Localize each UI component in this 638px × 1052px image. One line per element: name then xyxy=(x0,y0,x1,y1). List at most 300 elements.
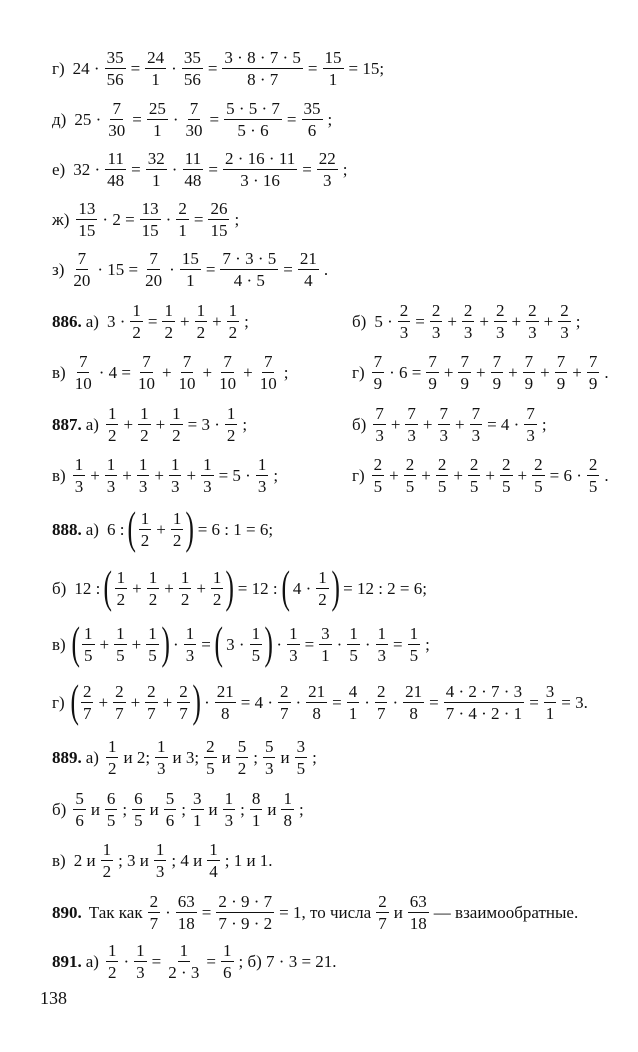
parenthesis: ( xyxy=(280,561,290,612)
fraction-denominator: 5 xyxy=(349,646,358,666)
fraction-denominator: 2 xyxy=(107,963,117,982)
fraction xyxy=(558,302,571,341)
fraction xyxy=(106,100,127,139)
fraction xyxy=(295,738,308,777)
math-text: + xyxy=(572,363,582,382)
fraction-denominator: 9 xyxy=(492,374,502,393)
fraction xyxy=(376,893,389,932)
math-text: ; xyxy=(273,466,279,485)
fraction xyxy=(408,893,429,932)
math-text: = xyxy=(193,210,204,229)
math-text: ; xyxy=(342,160,348,179)
fraction-denominator: 1 xyxy=(178,221,187,240)
fraction-numerator: 7 xyxy=(189,99,199,118)
fraction-denominator: 3 xyxy=(463,323,473,342)
fraction-numerator: 7 xyxy=(112,99,121,118)
fraction-denominator: 6 xyxy=(75,811,84,830)
fraction xyxy=(587,456,600,495)
fraction-denominator: 6 xyxy=(307,121,317,140)
fraction-denominator: 8 xyxy=(312,704,321,724)
fraction-numerator: 5 · 5 · 7 xyxy=(226,99,280,118)
fraction-numerator: 35 xyxy=(106,48,124,67)
fraction-numerator: 7 xyxy=(407,404,416,423)
math-text: = xyxy=(201,635,211,655)
fraction xyxy=(139,510,152,549)
math-text: = xyxy=(393,635,403,655)
fraction-denominator: 3 xyxy=(560,323,569,342)
fraction-numerator: 2 xyxy=(399,301,409,320)
fraction-denominator: 3 xyxy=(136,963,145,982)
fraction-numerator: 1 xyxy=(179,941,189,960)
fraction-numerator: 1 xyxy=(140,404,149,423)
fraction xyxy=(182,150,203,189)
fraction xyxy=(494,302,507,341)
math-text: + xyxy=(123,415,134,434)
fraction-denominator: 5 xyxy=(206,759,215,778)
fraction xyxy=(375,683,388,722)
equation-line xyxy=(52,200,242,239)
fraction-denominator: 3 xyxy=(377,646,386,666)
fraction xyxy=(526,302,539,341)
math-text: ; xyxy=(425,635,430,655)
equation-line xyxy=(52,49,387,88)
fraction-denominator: 2 xyxy=(180,590,190,610)
math-text: + xyxy=(511,312,522,331)
equation-line xyxy=(52,738,320,777)
item-label: в) xyxy=(52,851,66,870)
math-text: = 3 · xyxy=(187,415,220,434)
fraction xyxy=(136,353,157,392)
parenthesis: ) xyxy=(331,561,340,612)
fraction xyxy=(500,456,513,495)
fraction-denominator: 5 xyxy=(116,646,125,666)
fraction-numerator: 2 xyxy=(502,455,511,474)
math-text: ; xyxy=(122,800,128,819)
fraction-numerator: 11 xyxy=(184,149,202,168)
equation-line xyxy=(52,250,331,289)
math-text: = xyxy=(205,260,216,279)
fraction-denominator: 3 xyxy=(257,477,267,496)
fraction-denominator: 5 xyxy=(405,477,415,496)
fraction xyxy=(138,405,151,444)
fraction-numerator: 1 xyxy=(257,455,267,474)
fraction-denominator: 3 xyxy=(224,811,234,830)
math-text: + xyxy=(543,312,554,331)
fraction xyxy=(106,405,119,444)
fraction-denominator: 5 xyxy=(148,646,157,666)
fraction xyxy=(147,569,160,608)
fraction-numerator: 7 xyxy=(149,249,158,268)
fraction xyxy=(177,353,198,392)
equation-line xyxy=(52,617,433,668)
fraction xyxy=(458,353,471,392)
math-text: + xyxy=(447,312,457,331)
fraction-denominator: 6 xyxy=(165,811,175,830)
math-text: + xyxy=(422,415,433,434)
item-label: б) xyxy=(52,579,67,599)
math-text: = 12 : 2 = 6; xyxy=(343,579,427,599)
math-text: = xyxy=(209,110,220,129)
parenthesis: ) xyxy=(185,502,195,553)
fraction-numerator: 15 xyxy=(324,48,342,67)
fraction xyxy=(258,353,279,392)
fraction xyxy=(171,510,184,549)
fraction-denominator: 18 xyxy=(409,914,427,933)
fraction-numerator: 7 xyxy=(492,352,502,371)
fraction-numerator: 1 xyxy=(289,624,298,644)
fraction-denominator: 3 xyxy=(528,323,537,342)
fraction-numerator: 1 xyxy=(170,455,180,474)
parenthesis: ) xyxy=(161,617,170,668)
fraction xyxy=(222,49,302,88)
fraction xyxy=(298,250,319,289)
fraction xyxy=(106,942,119,981)
math-text: + xyxy=(389,466,399,485)
fraction-denominator: 30 xyxy=(108,121,126,140)
equation-line xyxy=(352,353,612,392)
fraction-denominator: 1 xyxy=(186,271,195,290)
equation-line xyxy=(52,100,335,139)
fraction-numerator: 22 xyxy=(318,149,336,168)
fraction-denominator: 5 xyxy=(534,477,543,496)
math-text: и xyxy=(149,800,159,819)
fraction-numerator: 1 xyxy=(157,737,166,756)
fraction xyxy=(523,353,536,392)
fraction xyxy=(236,738,249,777)
math-text: = xyxy=(147,312,158,331)
fraction-denominator: 9 xyxy=(588,374,598,393)
fraction xyxy=(105,790,118,829)
math-text: · xyxy=(364,693,370,713)
fraction xyxy=(306,683,327,722)
fraction-numerator: 3 xyxy=(321,624,330,644)
math-text: . xyxy=(604,363,609,382)
math-text: + xyxy=(164,579,174,599)
fraction-denominator: 3 xyxy=(155,862,165,881)
fraction-denominator: 1 xyxy=(193,811,202,830)
fraction xyxy=(323,49,344,88)
math-text: + xyxy=(131,635,142,655)
fraction-denominator: 2 · 3 xyxy=(168,963,200,982)
fraction xyxy=(426,353,439,392)
parenthesis: ) xyxy=(264,617,273,668)
math-text: и xyxy=(393,903,403,922)
math-text: 32 · xyxy=(73,160,101,179)
exercise-number: 888. xyxy=(52,520,82,540)
fraction-numerator: 7 xyxy=(78,352,88,371)
fraction-denominator: 3 xyxy=(157,759,166,778)
fraction-numerator: 1 xyxy=(224,789,234,808)
math-text: ; 4 и xyxy=(171,851,203,870)
fraction-denominator: 15 xyxy=(141,221,159,240)
fraction xyxy=(155,738,168,777)
item-label: в) xyxy=(52,363,66,382)
math-text: + xyxy=(90,466,100,485)
math-text: · xyxy=(165,903,171,922)
math-text: и xyxy=(280,748,290,767)
fraction-denominator: 15 xyxy=(78,221,96,240)
math-text: ; 3 и xyxy=(118,851,149,870)
fraction xyxy=(587,353,600,392)
item-label: б) xyxy=(352,312,367,331)
fraction xyxy=(115,569,128,608)
fraction-denominator: 10 xyxy=(219,374,237,393)
fraction-denominator: 2 xyxy=(318,590,327,610)
math-text: ; xyxy=(181,800,186,819)
fraction-denominator: 2 xyxy=(212,590,222,610)
fraction-denominator: 9 xyxy=(428,374,437,393)
fraction-numerator: 2 xyxy=(431,301,441,320)
parenthesis: ( xyxy=(127,502,137,553)
math-text: = xyxy=(283,260,293,279)
math-text: + xyxy=(479,312,490,331)
fraction-denominator: 3 · 16 xyxy=(240,171,280,190)
fraction xyxy=(177,683,190,722)
fraction xyxy=(224,100,282,139)
math-text: + xyxy=(508,363,518,382)
math-text: = xyxy=(206,952,216,971)
math-text: + xyxy=(156,520,166,540)
fraction xyxy=(162,302,175,341)
fraction-denominator: 20 xyxy=(145,271,163,290)
fraction-denominator: 7 xyxy=(82,704,92,724)
math-text: 12 : xyxy=(74,579,101,599)
math-text: · xyxy=(392,693,399,713)
fraction-denominator: 20 xyxy=(73,271,91,290)
fraction xyxy=(444,683,524,722)
exercise-number: 887. xyxy=(52,415,82,434)
fraction-denominator: 2 xyxy=(107,426,117,445)
fraction-denominator: 7 · 9 · 2 xyxy=(218,914,273,933)
fraction-numerator: 3 xyxy=(545,682,555,702)
equation-line xyxy=(52,405,250,444)
math-text: ; xyxy=(541,415,547,434)
math-text: ; xyxy=(575,312,581,331)
math-text: + xyxy=(475,363,486,382)
fraction-numerator: 5 xyxy=(237,737,247,756)
fraction xyxy=(302,100,323,139)
fraction xyxy=(184,625,197,664)
fraction xyxy=(372,353,385,392)
fraction-numerator: 63 xyxy=(409,892,427,911)
fraction-numerator: 4 xyxy=(348,682,358,702)
equation-line xyxy=(52,790,307,829)
fraction-denominator: 1 xyxy=(348,704,358,724)
math-text: = xyxy=(131,160,141,179)
item-label: а) xyxy=(85,748,99,767)
fraction xyxy=(166,942,201,981)
fraction-denominator: 1 xyxy=(251,811,261,830)
fraction-numerator: 1 xyxy=(251,624,261,644)
exercise-number: 886. xyxy=(52,312,82,331)
fraction xyxy=(398,302,411,341)
fraction-numerator: 7 · 3 · 5 xyxy=(222,249,277,268)
fraction xyxy=(101,841,114,880)
fraction-numerator: 7 xyxy=(428,352,437,371)
fraction-denominator: 5 xyxy=(588,477,598,496)
math-text: + xyxy=(99,635,110,655)
fraction-numerator: 1 xyxy=(318,568,327,588)
fraction xyxy=(491,353,504,392)
fraction-denominator: 3 xyxy=(170,477,180,496)
fraction-denominator: 3 xyxy=(407,426,416,445)
fraction-denominator: 2 xyxy=(116,590,126,610)
fraction-numerator: 2 xyxy=(405,455,415,474)
fraction xyxy=(143,250,164,289)
math-text: ; xyxy=(234,210,240,229)
fraction-denominator: 9 xyxy=(460,374,469,393)
fraction-denominator: 9 xyxy=(373,374,383,393)
fraction-denominator: 3 xyxy=(439,426,448,445)
fraction-numerator: 13 xyxy=(78,199,96,218)
fraction xyxy=(176,893,197,932)
fraction xyxy=(347,625,360,664)
fraction-denominator: 10 xyxy=(259,374,277,393)
fraction-denominator: 48 xyxy=(107,171,125,190)
fraction-numerator: 21 xyxy=(405,682,423,702)
fraction-numerator: 1 xyxy=(106,455,116,474)
fraction xyxy=(208,200,229,239)
fraction-denominator: 10 xyxy=(178,374,196,393)
fraction-numerator: 7 xyxy=(77,249,87,268)
fraction-denominator: 10 xyxy=(74,374,92,393)
fraction-denominator: 7 xyxy=(149,914,159,933)
fraction xyxy=(145,49,166,88)
math-text: 3 · xyxy=(106,312,126,331)
fraction-denominator: 4 xyxy=(304,271,313,290)
fraction-numerator: 2 · 16 · 11 xyxy=(225,149,296,168)
item-label: г) xyxy=(52,59,65,78)
fraction xyxy=(207,841,220,880)
fraction-denominator: 6 xyxy=(223,963,232,982)
fraction-numerator: 4 · 2 · 7 · 3 xyxy=(445,682,523,702)
math-text: + xyxy=(243,363,253,382)
fraction-denominator: 1 xyxy=(151,70,160,89)
item-label: б) xyxy=(352,415,367,434)
fraction-numerator: 63 xyxy=(177,892,195,911)
parenthesis: ( xyxy=(214,617,223,668)
math-text: = xyxy=(132,110,142,129)
fraction-denominator: 5 xyxy=(502,477,511,496)
math-text: + xyxy=(122,466,132,485)
equation-line xyxy=(352,302,583,341)
equation-line xyxy=(52,150,351,189)
item-label: г) xyxy=(52,693,65,713)
math-text: + xyxy=(154,466,164,485)
fraction xyxy=(404,456,417,495)
math-text: и xyxy=(267,800,277,819)
fraction xyxy=(470,405,483,444)
fraction-numerator: 2 xyxy=(588,455,598,474)
fraction xyxy=(281,790,294,829)
fraction xyxy=(148,893,161,932)
fraction-denominator: 3 xyxy=(323,171,332,190)
fraction-numerator: 2 xyxy=(528,301,537,320)
fraction-numerator: 1 xyxy=(172,509,182,529)
fraction-numerator: 7 xyxy=(439,404,448,423)
math-text: 3 · xyxy=(226,635,245,655)
fraction-numerator: 1 xyxy=(209,840,218,859)
fraction-numerator: 2 xyxy=(496,301,505,320)
fraction-denominator: 8 · 7 xyxy=(247,70,279,89)
fraction-numerator: 2 xyxy=(469,455,479,474)
math-text: · 15 = xyxy=(97,260,139,279)
fraction-denominator: 1 xyxy=(151,171,161,190)
math-text: 5 · xyxy=(374,312,393,331)
fraction-numerator: 7 xyxy=(471,404,481,423)
fraction xyxy=(82,625,95,664)
fraction-numerator: 7 xyxy=(588,352,598,371)
fraction-numerator: 2 xyxy=(280,682,289,702)
equation-line xyxy=(52,302,252,341)
fraction-denominator: 7 xyxy=(376,704,386,724)
fraction-numerator: 1 xyxy=(132,301,141,320)
fraction xyxy=(524,405,537,444)
math-text: · xyxy=(123,952,130,971)
fraction-numerator: 2 xyxy=(82,682,92,702)
fraction-numerator: 2 xyxy=(463,301,473,320)
fraction xyxy=(317,150,338,189)
fraction-denominator: 5 xyxy=(134,811,143,830)
fraction xyxy=(176,200,189,239)
item-label: б) xyxy=(52,800,67,819)
fraction xyxy=(408,625,421,664)
fraction-denominator: 5 xyxy=(296,759,306,778)
fraction-denominator: 3 xyxy=(138,477,148,496)
fraction xyxy=(73,456,86,495)
fraction-numerator: 1 xyxy=(377,624,386,644)
fraction xyxy=(278,683,291,722)
fraction xyxy=(76,200,97,239)
fraction xyxy=(223,150,297,189)
fraction xyxy=(532,456,545,495)
fraction xyxy=(256,456,269,495)
math-text: = 3. xyxy=(561,693,588,713)
math-text: · xyxy=(171,160,178,179)
math-text: = xyxy=(201,903,212,922)
fraction-denominator: 2 xyxy=(132,323,141,342)
fraction xyxy=(347,683,360,722)
fraction xyxy=(71,250,92,289)
fraction xyxy=(555,353,568,392)
fraction-numerator: 2 xyxy=(378,892,387,911)
math-text: и 2; xyxy=(123,748,151,767)
fraction-denominator: 3 xyxy=(431,323,441,342)
fraction xyxy=(113,683,126,722)
math-text: + xyxy=(155,415,166,434)
fraction-numerator: 1 xyxy=(203,455,212,474)
fraction-denominator: 2 xyxy=(107,759,117,778)
fraction xyxy=(373,405,386,444)
fraction-numerator: 24 xyxy=(147,48,165,67)
math-text: · xyxy=(364,635,371,655)
fraction-denominator: 1 xyxy=(328,70,338,89)
fraction-numerator: 7 xyxy=(182,352,192,371)
fraction xyxy=(130,302,143,341)
fraction-denominator: 2 xyxy=(228,323,238,342)
fraction-denominator: 2 xyxy=(172,531,182,551)
item-label: в) xyxy=(52,635,66,655)
fraction-numerator: 1 xyxy=(223,941,232,960)
fraction-denominator: 2 xyxy=(140,426,149,445)
math-text: и xyxy=(221,748,231,767)
equation-line xyxy=(52,942,340,981)
fraction xyxy=(73,790,86,829)
item-label: а) xyxy=(85,312,99,331)
math-text: = xyxy=(286,110,297,129)
fraction-denominator: 10 xyxy=(137,374,155,393)
fraction xyxy=(164,790,177,829)
